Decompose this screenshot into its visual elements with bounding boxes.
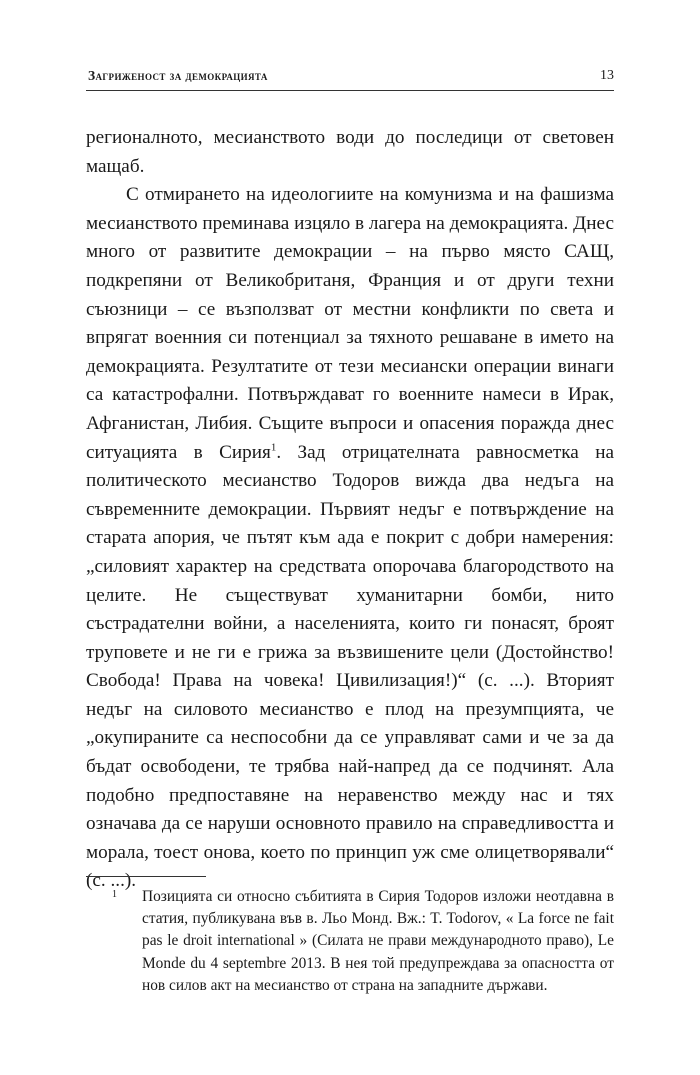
paragraph-2-part-2: . Зад отрицателната равносметка на политическото месианство Тодоров вижда два недъга на съвременните демокрации. Първият недъг е потвърждение на старата апория, че пътят към ада е покрит с добри намерения: „силовият характер на средствата опорочава благородството на целите. Не съществуват хуманитарни бомби, нито състрадателни войни, а населенията, които ги понасят, броят труповете и не ги е грижа за възвишените цели (Достойнство! Свобода! Права на човека! Цивилизация!)“ (с. ...). Вторият недъг на силовото месианство е плод на презумпцията, че „окупираните са неспособни да се управляват сами и че за да бъдат освободени, те трябва най-напред да се подчинят. Ала подобно предпоставяне на неравенство между нас и тях означава да се наруши основното правило на справедливостта и морала, тоест онова, което по принцип уж сме олицетворявали“ (с. ...).	[86, 441, 614, 892]
body-text	[86, 124, 614, 896]
paragraph-1: регионалното, месианството води до последици от световен мащаб.	[86, 127, 614, 177]
footnote	[86, 886, 614, 997]
paragraph-2	[86, 181, 614, 896]
footnote-separator	[86, 876, 206, 877]
footnote-text: Позицията си относно събитията в Сирия Тодоров изложи неотдавна в статия, публикувана във в. Льо Монд. Вж.: T. Todorov, « La force ne fait pas le droit international » (Силата не прави международното право), Le Monde du 4 septembre 2013. В нея той предупреждава за опасността от нов силов акт на месианство от страна на западните държави.	[142, 888, 614, 994]
page-number: 13	[600, 68, 614, 83]
footnote-reference: 1	[270, 441, 277, 454]
running-head	[86, 66, 614, 91]
paragraph-2-part-1: С отмирането на идеологиите на комунизма и на фашизма месианството преминава изцяло в лагера на демокрацията. Днес много от развитите демокрации – на първо място САЩ, подкрепяни от Великобританя, Франция и от други техни съюзници – се възползват от местни конфликти по света и впрягат военния си потенциал за тяхното решаване в името на демокрацията. Резултатите от тези месиански операции винаги са катастрофални. Потвърждават го военните намеси в Ирак, Афганистан, Либия. Същите въпроси и опасения поражда днес ситуацията в Сирия	[86, 184, 614, 463]
footnote-mark: 1	[112, 889, 117, 900]
running-head-title: Загриженост за демокрацията	[88, 68, 268, 83]
